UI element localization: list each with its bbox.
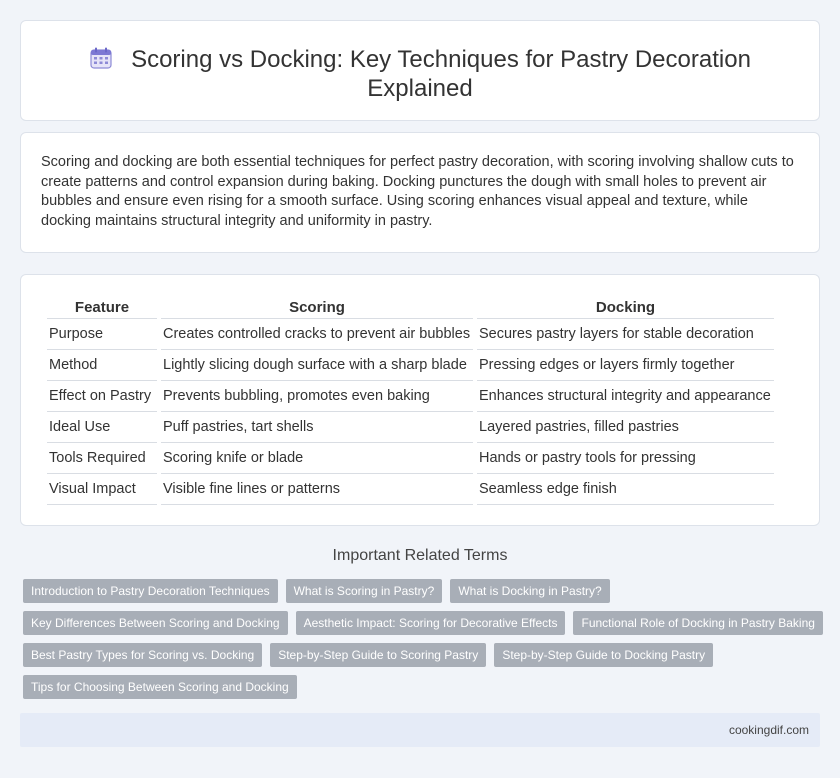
page-title-wrap [21,45,819,103]
cell-scoring: Lightly slicing dough surface with a sharp blade [161,350,473,381]
header-docking: Docking [477,295,774,319]
cell-feature: Effect on Pastry [47,381,157,412]
tag-row [23,579,823,603]
related-term-tag[interactable]: What is Scoring in Pastry? [286,579,443,603]
table-row [47,319,774,350]
cell-docking: Secures pastry layers for stable decoration [477,319,774,350]
footer [20,713,820,747]
related-term-tag[interactable]: What is Docking in Pastry? [450,579,609,603]
related-term-tag[interactable]: Tips for Choosing Between Scoring and Docking [23,675,297,699]
tag-row [23,643,823,667]
tag-row [23,675,823,699]
cell-docking: Hands or pastry tools for pressing [477,443,774,474]
related-term-tag[interactable]: Functional Role of Docking in Pastry Baking [573,611,822,635]
related-terms-title: Important Related Terms [332,547,508,564]
related-term-tag[interactable]: Introduction to Pastry Decoration Techniques [23,579,278,603]
cell-feature: Purpose [47,319,157,350]
related-term-tag[interactable]: Key Differences Between Scoring and Docking [23,611,288,635]
header-scoring: Scoring [161,295,473,319]
related-term-tag[interactable]: Step-by-Step Guide to Docking Pastry [494,643,713,667]
comparison-card [20,274,820,526]
page-title: Scoring vs Docking: Key Techniques for Pastry Decoration Explained [131,46,751,102]
cell-docking: Seamless edge finish [477,474,774,505]
related-term-tag[interactable]: Aesthetic Impact: Scoring for Decorative Effects [296,611,566,635]
related-term-tag[interactable]: Step-by-Step Guide to Scoring Pastry [270,643,486,667]
table-row [47,443,774,474]
related-tags [23,579,823,707]
table-row [47,381,774,412]
header-feature: Feature [47,295,157,319]
related-term-tag[interactable]: Best Pastry Types for Scoring vs. Docking [23,643,262,667]
table-row [47,412,774,443]
title-card [20,20,820,121]
cell-scoring: Puff pastries, tart shells [161,412,473,443]
table-header-row [47,295,774,319]
cell-scoring: Visible fine lines or patterns [161,474,473,505]
cell-feature: Ideal Use [47,412,157,443]
cell-feature: Method [47,350,157,381]
cell-feature: Tools Required [47,443,157,474]
cell-docking: Enhances structural integrity and appearance [477,381,774,412]
tag-row [23,611,823,635]
table-row [47,350,774,381]
intro-paragraph: Scoring and docking are both essential techniques for perfect pastry decoration, with scoring involving shallow cuts to create patterns and control expansion during baking. Docking punctures the dough with small holes to prevent air bubbles and ensure even rising for a smooth surface. Using scoring enhances visual appeal and texture, while docking maintains structural integrity and uniformity in pastry. [41,154,794,229]
footer-site[interactable]: cookingdif.com [728,723,809,737]
cell-docking: Layered pastries, filled pastries [477,412,774,443]
cell-scoring: Scoring knife or blade [161,443,473,474]
cell-scoring: Prevents bubbling, promotes even baking [161,381,473,412]
cell-feature: Visual Impact [47,474,157,505]
intro-card [20,132,820,253]
comparison-table [43,295,778,505]
calendar-icon [89,46,113,70]
cell-docking: Pressing edges or layers firmly together [477,350,774,381]
table-row [47,474,774,505]
cell-scoring: Creates controlled cracks to prevent air bubbles [161,319,473,350]
